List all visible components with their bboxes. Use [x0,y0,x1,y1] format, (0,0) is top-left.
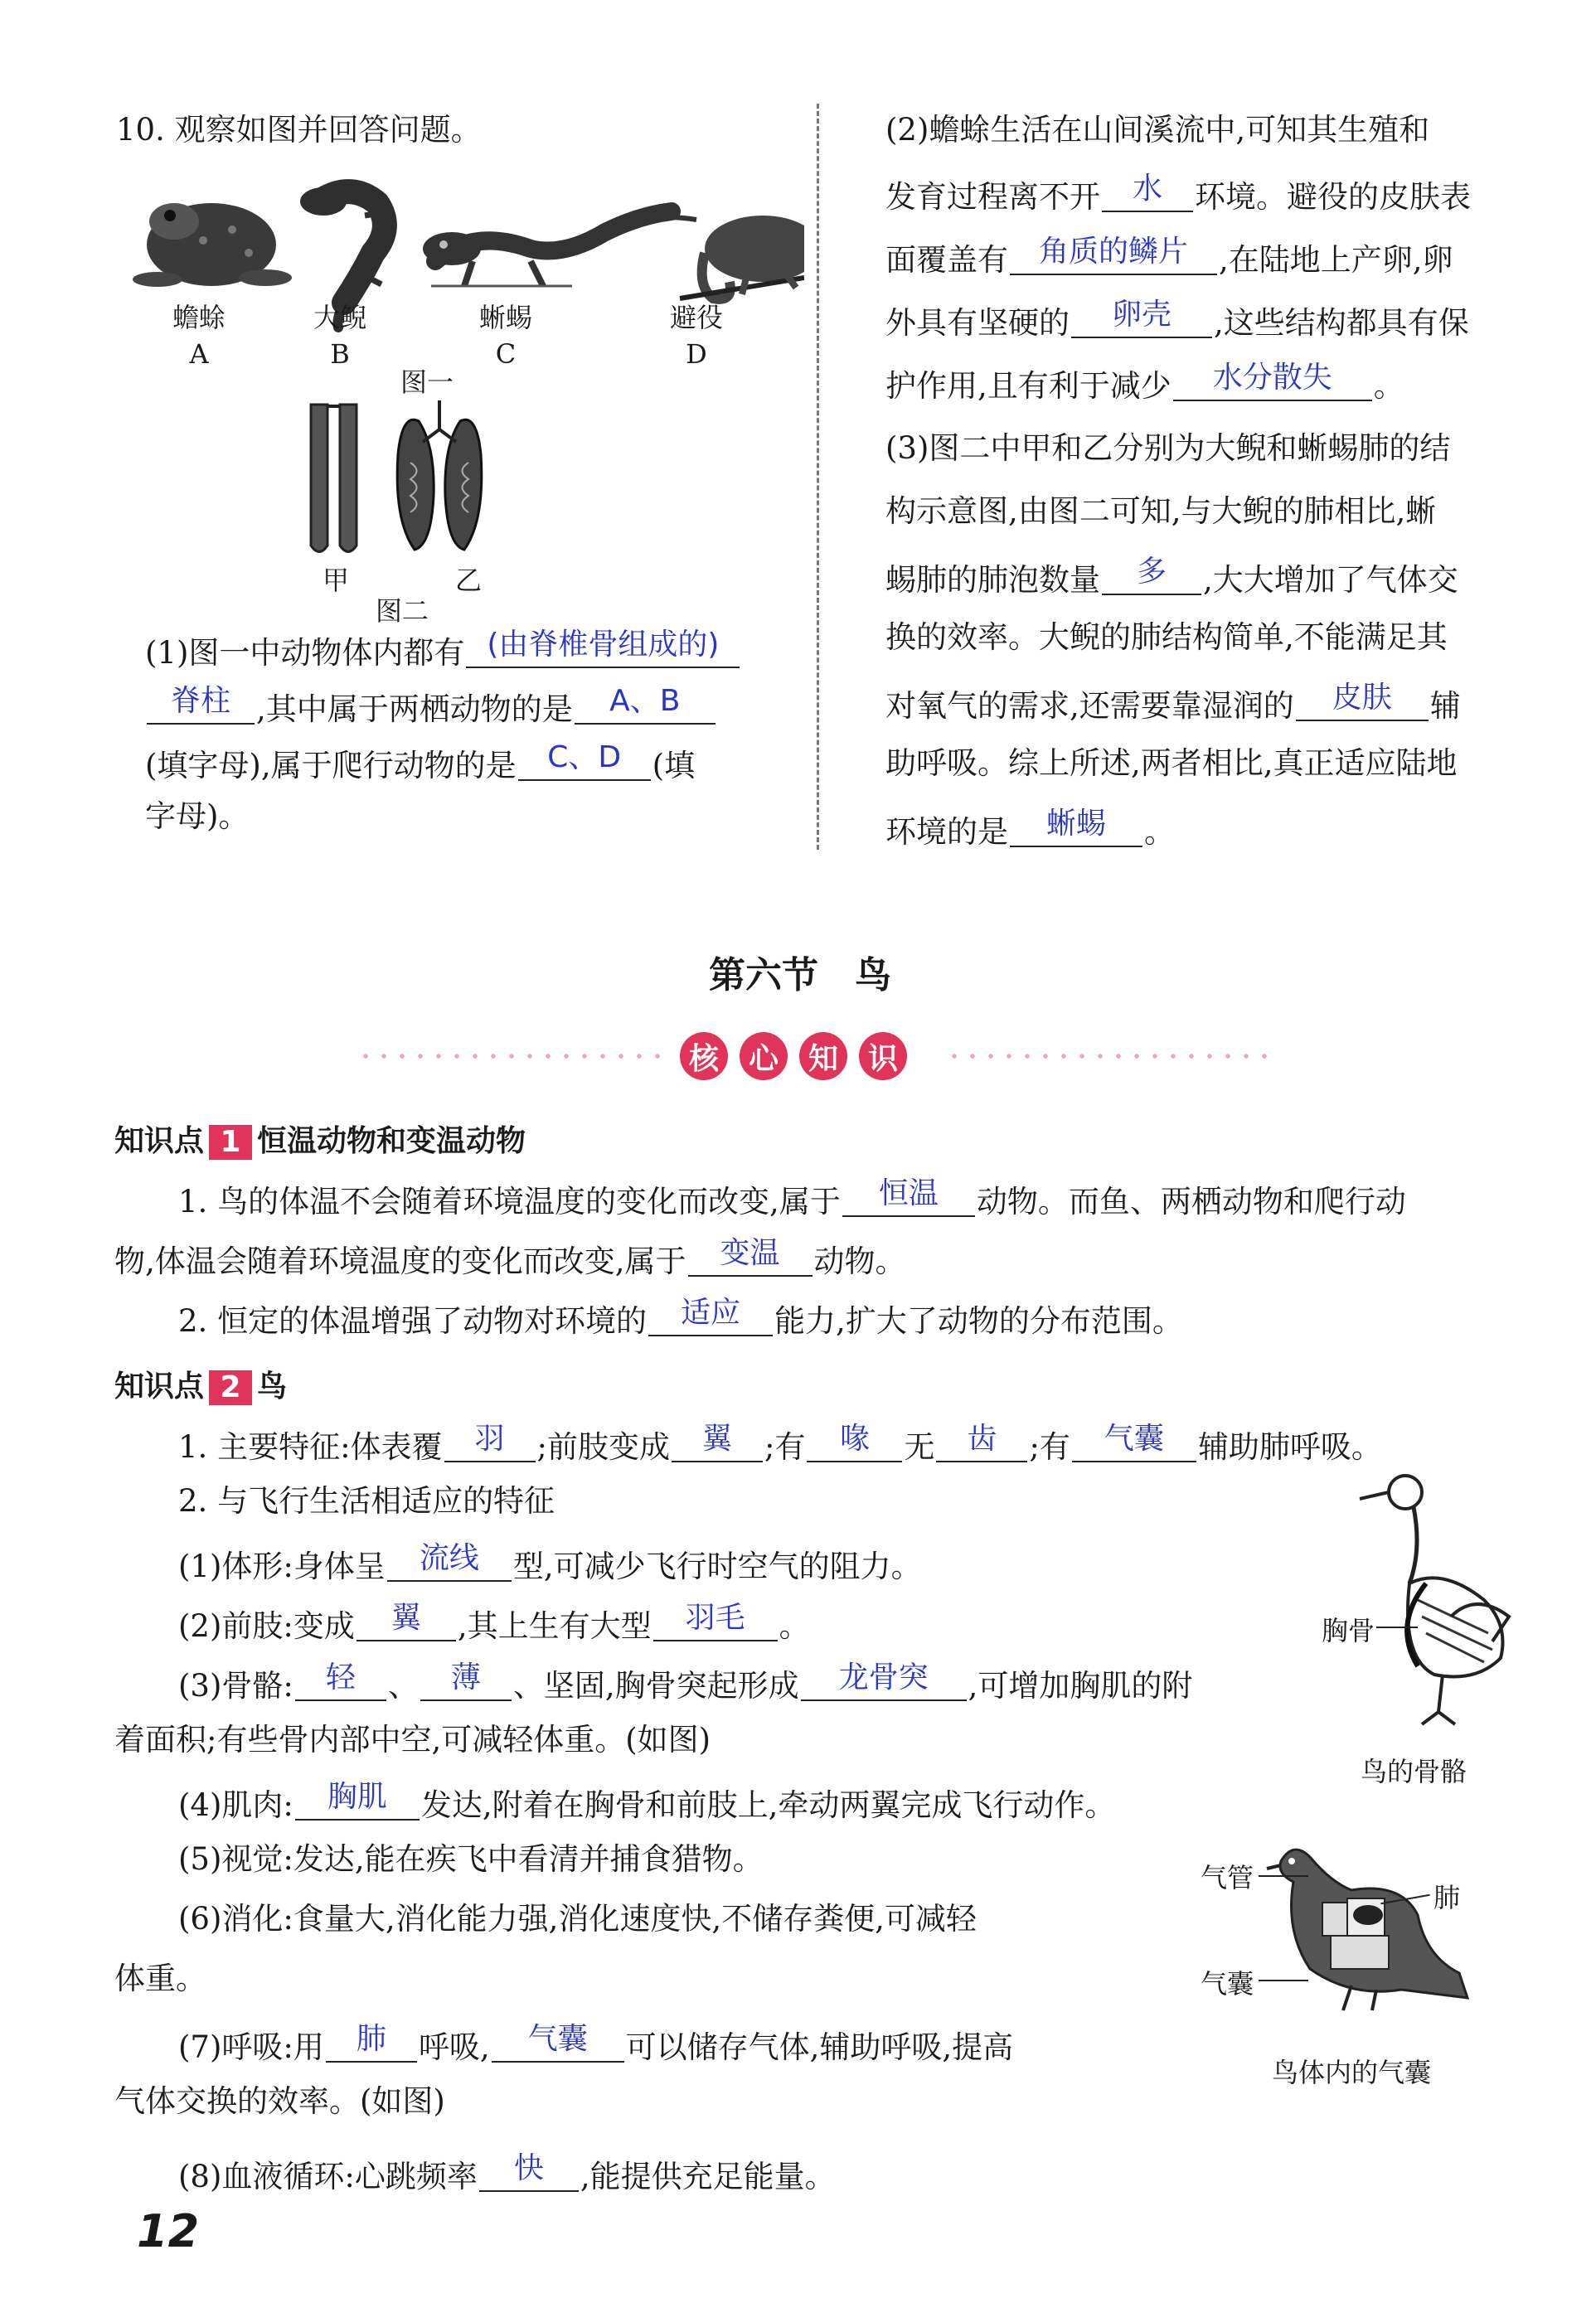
animal-letter-b: B [330,338,350,370]
kp1-line2: 物,体温会随着环境温度的变化而改变,属于 变温 动物。 [114,1236,906,1279]
kp2-features-line: 1. 主要特征:体表覆 羽 ;前肢变成 翼 ;有 喙 无 齿 ;有 气囊 辅助肺呼吸。 [178,1422,1382,1465]
kp2-item3-cont: 着面积;有些骨内部中空,可减轻体重。(如图) [114,1722,711,1758]
q10-part1-line1: (1)图一中动物体内都有 (由脊椎骨组成的) [145,632,741,668]
leader-line [1376,1627,1418,1628]
answer-blank: 翼 [672,1426,763,1462]
answer-blank: 多 [1102,559,1201,595]
q10-part2-line1: (2)蟾蜍生活在山间溪流中,可知其生殖和 [885,112,1430,148]
chameleon-icon [680,216,804,299]
q10-part3-line7: 环境的是 蜥蜴 。 [885,807,1175,850]
kp2-item2: (2)前肢:变成 翼 ,其上生有大型 羽毛 。 [178,1601,810,1644]
kp2-item3: (3)骨骼: 轻 、 薄 、坚固,胸骨突起形成 龙骨突 ,可增加胸肌的附 [178,1661,1193,1704]
lung-label-yi: 乙 [454,565,482,596]
column-divider [817,104,819,850]
bird-skeleton-figure [1343,1459,1534,1744]
answer-blank: (由脊椎骨组成的) [466,632,740,668]
animal-name-c: 蜥蜴 [478,302,532,333]
answer-blank: 胸肌 [295,1784,420,1821]
bird-skeleton-icon [1343,1459,1534,1741]
answer-blank: 脊柱 [147,688,255,725]
answer-blank: 轻 [295,1665,386,1701]
question-title: 10. 观察如图并回答问题。 [116,112,482,148]
answer-blank: 蜥蜴 [1010,811,1142,847]
answer-blank: 适应 [648,1300,773,1336]
answer-blank: 水分散失 [1173,365,1372,401]
page-number: 12 [137,2205,200,2257]
kp1-line3: 2. 恒定的体温增强了动物对环境的 适应 能力,扩大了动物的分布范围。 [178,1296,1183,1339]
q10-part2-line4: 外具有坚硬的 卵壳 ,这些结构都具有保 [885,298,1469,341]
leader-line [1259,1875,1308,1877]
answer-blank: 角质的鳞片 [1010,239,1217,275]
knowledge-point-number: 1 [209,1125,252,1160]
decorative-dots-left [357,1054,663,1059]
lizard-lung-icon [397,400,482,550]
lung-illustrations [294,396,543,562]
q10-part3-line5: 对氧气的需求,还需要靠湿润的 皮肤 辅 [885,681,1461,724]
q10-part3-line2: 构示意图,由图二可知,与大鲵的肺相比,蜥 [885,493,1437,529]
kp2-item6-cont: 体重。 [114,1961,206,1996]
animal-name-b: 大鲵 [313,302,366,333]
kp2-item7-cont: 气体交换的效率。(如图) [114,2083,445,2119]
decorative-dots-right [945,1054,1277,1059]
answer-blank: 肺 [326,2026,417,2063]
knowledge-point-2-heading: 知识点 2 鸟 [114,1370,288,1404]
core-char-1: 核 [680,1032,728,1080]
salamander-lung-icon [311,405,357,552]
q10-part2-line3: 面覆盖有 角质的鳞片 ,在陆地上产卵,卵 [885,235,1453,278]
skeleton-caption: 鸟的骨骼 [1360,1756,1467,1787]
kp2-item5: (5)视觉:发达,能在疾飞中看清并捕食猎物。 [178,1841,764,1877]
answer-blank: 卵壳 [1071,302,1212,338]
lung-label-jia: 甲 [322,565,349,596]
figure-one-caption: 图一 [400,366,454,398]
answer-blank: 薄 [420,1665,512,1701]
core-char-2: 心 [740,1032,788,1080]
kp2-item7: (7)呼吸:用 肺 呼吸, 气囊 可以储存气体,辅助呼吸,提高 [178,2022,1014,2065]
kp2-adaptation-heading: 2. 与飞行生活相适应的特征 [178,1483,555,1519]
q10-part1-line4: 字母)。 [145,798,250,834]
answer-blank: 皮肤 [1296,685,1429,721]
q10-part2-line2: 发育过程离不开 水 环境。避役的皮肤表 [885,172,1471,215]
bird-airsac-figure [1260,1832,1484,2026]
answer-blank: 气囊 [492,2026,624,2063]
q10-part3-line1: (3)图二中甲和乙分别为大鲵和蜥蜴肺的结 [885,430,1451,466]
core-char-3: 知 [799,1032,847,1080]
animal-letter-a: A [189,338,209,370]
answer-blank: 气囊 [1072,1426,1196,1462]
animal-name-d: 避役 [669,302,723,333]
answer-blank: 变温 [688,1240,813,1277]
airsac-label-trachea: 气管 [1200,1862,1254,1893]
answer-blank: 水 [1102,176,1193,212]
lizard-icon [423,211,696,286]
leader-line [1259,1980,1308,1981]
figure-two [294,396,543,565]
airsac-caption: 鸟体内的气囊 [1271,2057,1431,2088]
q10-part3-line4: 换的效率。大鲵的肺结构简单,不能满足其 [885,619,1448,655]
section-title: 第六节 鸟 [709,954,891,996]
q10-part1-line3: (填字母),属于爬行动物的是 C、D (填 [145,740,696,783]
kp2-item8: (8)血液循环:心跳频率 快 ,能提供充足能量。 [178,2151,836,2194]
answer-blank: A、B [575,688,716,725]
skeleton-label-sternum: 胸骨 [1321,1615,1375,1646]
figure-two-caption: 图二 [375,595,429,627]
core-char-4: 识 [859,1032,907,1080]
airsac-label-airsac: 气囊 [1200,1968,1254,2000]
q10-part3-line6: 助呼吸。综上所述,两者相比,真正适应陆地 [885,745,1458,781]
airsac-label-lung: 肺 [1433,1882,1460,1913]
answer-blank: 齿 [936,1426,1027,1462]
knowledge-point-number: 2 [209,1370,252,1405]
q10-part2-line5: 护作用,且有利于减少 水分散失 。 [885,361,1404,404]
q10-part3-line3: 蜴肺的肺泡数量 多 ,大大增加了气体交 [885,555,1458,598]
core-knowledge-banner [680,1032,907,1080]
animal-name-a: 蟾蜍 [172,302,226,333]
q10-part1-line2: 脊柱 ,其中属于两栖动物的是 A、B [145,688,717,725]
animal-letter-d: D [686,338,707,370]
answer-blank: 羽毛 [653,1605,778,1641]
kp2-item6: (6)消化:食量大,消化能力强,消化速度快,不储存粪便,可减轻 [178,1901,977,1937]
answer-blank: 羽 [444,1426,536,1462]
toad-icon [133,203,292,287]
kp1-line1: 1. 鸟的体温不会随着环境温度的变化而改变,属于 恒温 动物。而鱼、两栖动物和爬行动 [178,1176,1406,1219]
answer-blank: 恒温 [842,1181,975,1217]
bird-airsac-icon [1260,1832,1484,2023]
kp2-item1: (1)体形:身体呈 流线 型,可减少飞行时空气的阻力。 [178,1541,922,1584]
answer-blank: 龙骨突 [801,1665,967,1701]
animal-letter-c: C [495,338,517,370]
answer-blank: 流线 [387,1545,512,1582]
answer-blank: C、D [518,744,651,781]
answer-blank: 快 [479,2155,579,2192]
knowledge-point-1-heading: 知识点 1 恒温动物和变温动物 [114,1124,526,1159]
kp2-item4: (4)肌肉: 胸肌 发达,附着在胸骨和前肢上,牵动两翼完成飞行动作。 [178,1780,1116,1823]
answer-blank: 喙 [807,1426,902,1462]
answer-blank: 翼 [357,1605,456,1641]
